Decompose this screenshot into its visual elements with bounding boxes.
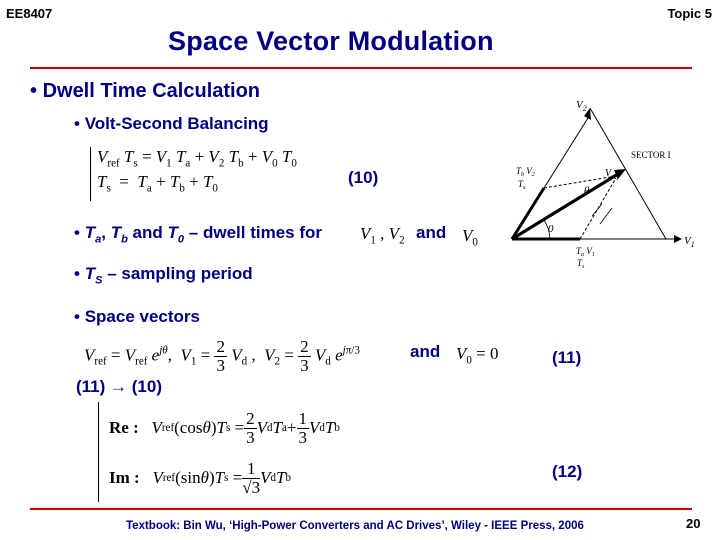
v1-arrowhead [674, 235, 682, 243]
equation-11: $V_{ref} = V_{ref}$ $e^{j\theta}$, $V_1$ = $\frac{2}{3}$ $V_d$ , $V_2$ = $\frac{2}{3}$ $V_d$ $e^{j\pi/3}$ [84, 337, 360, 375]
page-title: Space Vector Modulation [168, 26, 494, 56]
equation-12: Re : V ref (cos θ ) T s = $\frac{2}{3}$ V d T a + $\frac{1}{3}$ V d T b Im : V ref (sin θ ) T s = $\frac{1}{√3}$ V d T b [98, 402, 340, 502]
page-number: 20 [686, 516, 701, 531]
v2-label: $V_2$ [576, 99, 587, 113]
sector-edge [590, 108, 666, 239]
equation-12-number: (12) [552, 462, 583, 481]
sub-from: (11) [76, 377, 106, 396]
dwell-vectors: $V_1$ , $V_2$ [360, 224, 405, 247]
ts-label-2: $T_s$ [577, 258, 585, 270]
citation: Textbook: Bin Wu, ‘High-Power Converters and AC Drives’, Wiley - IEEE Press, 2006 [126, 520, 584, 532]
topic-label: Topic 5 [667, 6, 712, 21]
course-code: EE8407 [6, 6, 53, 21]
equation-10: $V_{ref}$ $T_s = V_1$ $T_a + V_2$ $T_b + V_0$ $T_0$ $T_s = T_a + T_b + T_0$ [90, 147, 297, 201]
v0-equation: $V_0 = 0$ [456, 344, 499, 367]
bullet-dwell-times: • $T_a$, $T_b$ and $T_0$ – dwell times for [74, 223, 322, 246]
ta-label: $T_a$ $V_1$ [576, 246, 595, 258]
equation-11-number: (11) [552, 348, 582, 367]
re-label: Re : [109, 418, 139, 437]
bullet-volt-second-text: Volt-Second Balancing [84, 114, 269, 133]
footer-rule [30, 508, 692, 510]
space-vectors-text: Space vectors [84, 307, 200, 326]
tb-label: $T_b$ $V_2$ [516, 166, 535, 178]
bullet-volt-second: • Volt-Second Balancing [74, 114, 269, 133]
v1-label: $V_1$ [684, 235, 695, 249]
ts-label-1: $T_s$ [518, 179, 526, 191]
vref-vector [512, 174, 618, 239]
v0-vector: $V_0$ [462, 226, 478, 249]
sub-to: (10) [131, 377, 162, 396]
title-rule [30, 67, 692, 69]
hatch-1 [592, 204, 602, 216]
bullet-dwell-text: Dwell Time Calculation [42, 80, 261, 102]
sector-diagram [498, 96, 698, 276]
bullet-dwell-time: • Dwell Time Calculation [30, 80, 261, 102]
bullet-sampling: • $T_S$ – sampling period [74, 264, 253, 287]
equation-10-number: (10) [348, 168, 379, 187]
dwell-desc-text: – dwell times for [188, 223, 322, 242]
sector-label: SECTOR I [631, 150, 671, 160]
origin-label: 0 [548, 223, 554, 235]
substitution-note: (11) → (10) [76, 377, 162, 396]
tb-component [512, 188, 544, 239]
vref-label: $V_{ref}$ [605, 168, 619, 181]
im-label: Im : [109, 468, 140, 487]
sampling-text: – sampling period [107, 264, 253, 283]
theta-label: θ [584, 185, 590, 197]
bullet-space-vectors: • Space vectors [74, 307, 200, 326]
and-text-1: and [416, 223, 447, 242]
and-text-2: and [410, 342, 441, 361]
hatch-2 [600, 208, 612, 224]
